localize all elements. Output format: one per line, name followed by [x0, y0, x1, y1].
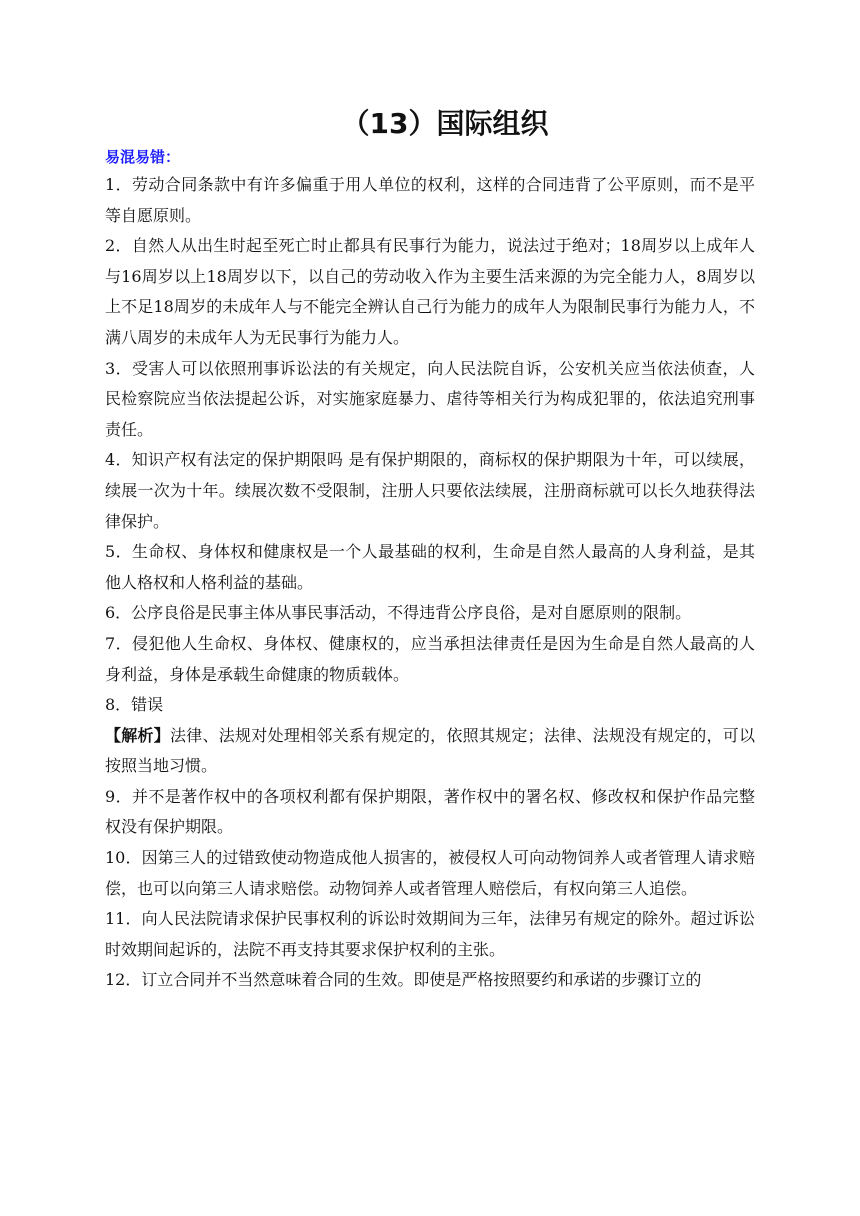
- item-6: 6．公序良俗是民事主体从事民事活动，不得违背公序良俗，是对自愿原则的限制。: [105, 603, 692, 623]
- item-4: 4．知识产权有法定的保护期限吗 是有保护期限的，商标权的保护期限为十年，可以续展，续展一次为十年。续展次数不受限制，注册人只要依法续展，注册商标就可以长久地获得法律保护。: [105, 450, 755, 531]
- item-11: 11．向人民法院请求保护民事权利的诉讼时效期间为三年，法律另有规定的除外。超过诉讼时效期间起诉的，法院不再支持其要求保护权利的主张。: [105, 909, 755, 959]
- item-2: 2．自然人从出生时起至死亡时止都具有民事行为能力，说法过于绝对；18周岁以上成年人与16周岁以上18周岁以下，以自己的劳动收入作为主要生活来源的为完全能力人，8周岁以上不足18周岁的未成年人与不能完全辨认自己行为能力的成年人为限制民事行为能力人，不满八周岁的未成年人为无民事行为能力人。: [105, 236, 755, 347]
- section-label: 易混易错：: [105, 148, 181, 166]
- item-10: 10．因第三人的过错致使动物造成他人损害的，被侵权人可向动物饲养人或者管理人请求赔偿，也可以向第三人请求赔偿。动物饲养人或者管理人赔偿后，有权向第三人追偿。: [105, 848, 755, 898]
- item-7: 7．侵犯他人生命权、身体权、健康权的，应当承担法律责任是因为生命是自然人最高的人身利益，身体是承载生命健康的物质载体。: [105, 633, 755, 684]
- item-3: 3．受害人可以依照刑事诉讼法的有关规定，向人民法院自诉，公安机关应当依法侦查，人民检察院应当依法提起公诉，对实施家庭暴力、虐待等相关行为构成犯罪的，依法追究刑事责任。: [105, 358, 755, 439]
- item-1: 1．劳动合同条款中有许多偏重于用人单位的权利，这样的合同违背了公平原则，而不是平等自愿原则。: [105, 175, 755, 225]
- item-5: 5．生命权、身体权和健康权是一个人最基础的权利，生命是自然人最高的人身利益，是其他人格权和人格利益的基础。: [105, 542, 755, 592]
- item-12: 12．订立合同并不当然意味着合同的生效。即使是严格按照要约和承诺的步骤订立的: [105, 970, 702, 990]
- item-9: 9．并不是著作权中的各项权利都有保护期限，著作权中的署名权、修改权和保护作品完整权没有保护期限。: [105, 786, 755, 837]
- item-8: 8．错误: [105, 695, 164, 715]
- analysis-label: 【解析】: [105, 725, 171, 745]
- page-title: （13）国际组织: [341, 107, 549, 140]
- document-page: [105, 104, 755, 996]
- item-8-analysis: 【解析】法律、法规对处理相邻关系有规定的，依照其规定；法律、法规没有规定的，可以按照当地习惯。: [105, 725, 755, 776]
